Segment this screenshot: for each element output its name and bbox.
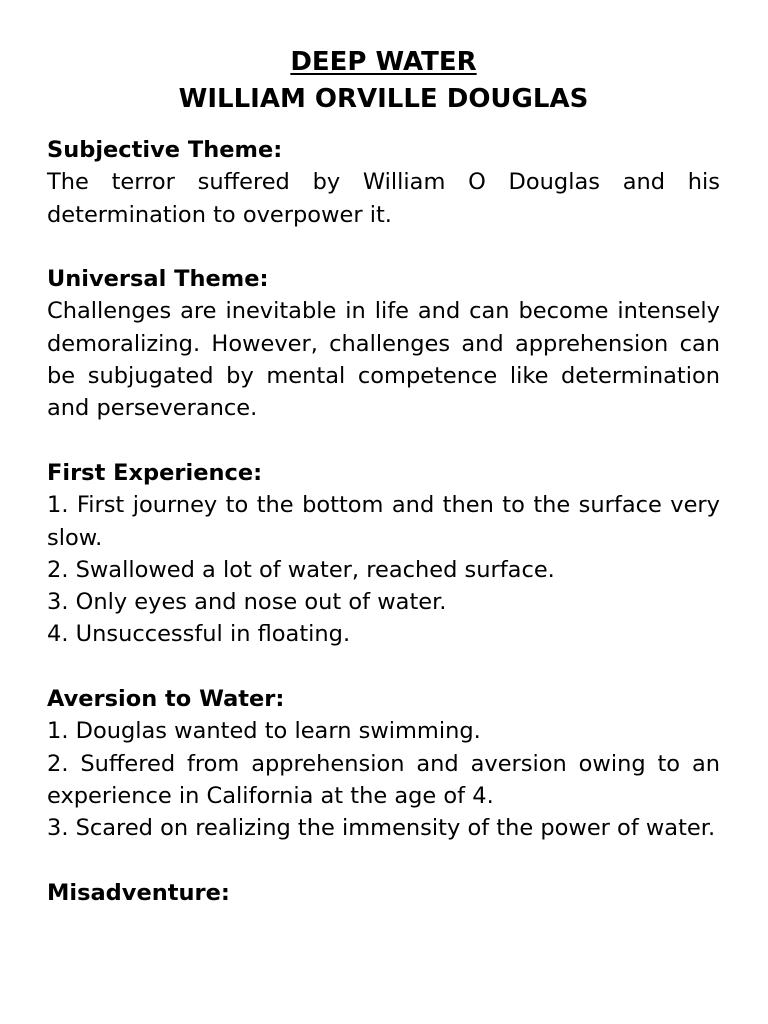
section-aversion-to-water xyxy=(47,683,720,844)
list-item: 2. Suffered from apprehension and aversion owing to an experience in California at the age of 4. xyxy=(47,750,720,809)
section-heading: Aversion to Water: xyxy=(47,686,285,713)
document-page xyxy=(47,44,720,941)
list-item: 2. Swallowed a lot of water, reached surface. xyxy=(47,556,555,583)
list-item: 1. Douglas wanted to learn swimming. xyxy=(47,718,481,745)
list-item: 4. Unsuccessful in floating. xyxy=(47,621,351,648)
section-paragraph: The terror suffered by William O Douglas and his determination to overpower it. xyxy=(47,169,720,228)
section-universal-theme xyxy=(47,263,720,424)
list-item: 3. Scared on realizing the immensity of the power of water. xyxy=(47,815,716,842)
title-line xyxy=(47,44,720,81)
section-heading: Subjective Theme: xyxy=(47,137,283,163)
list-item: 1. First journey to the bottom and then to the surface very slow. xyxy=(47,492,720,551)
section-misadventure xyxy=(47,877,720,909)
section-heading: Universal Theme: xyxy=(47,266,269,293)
section-subjective-theme xyxy=(47,134,720,231)
document-author: WILLIAM ORVILLE DOUGLAS xyxy=(178,84,589,114)
list-item: 3. Only eyes and nose out of water. xyxy=(47,589,447,616)
title-block xyxy=(47,44,720,118)
section-heading: Misadventure: xyxy=(47,879,230,906)
section-heading: First Experience: xyxy=(47,459,263,486)
document-title: DEEP WATER xyxy=(290,47,477,77)
section-paragraph: Challenges are inevitable in life and can become intensely demoralizing. However, challenges and apprehension can be subjugated by mental competence like determination and perseverance. xyxy=(47,298,720,422)
section-first-experience xyxy=(47,457,720,651)
